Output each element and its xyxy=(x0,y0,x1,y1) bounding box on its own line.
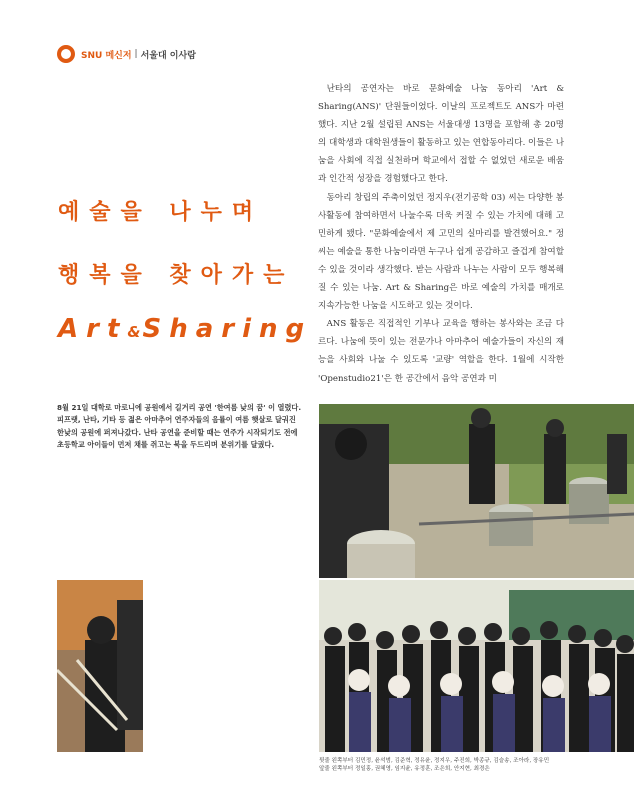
article-paragraph: 동아리 창립의 주축이었던 정지우(전기공학 03) 씨는 다양한 봉사활동에 참여하면서 나눌수록 더욱 커질 수 있는 가치에 대해 고민하게 됐다. "문화예술에서 제 고민의 실마리를 발견했어요." 정씨는 예술을 통한 나눔이라면 누구나 쉽게 공감하고 즐겁게 참여할 수 있을 것이라 생각했다. 받는 사람과 나누는 사람이 모두 행복해질 수 있는 나눔. Art & Sharing은 바로 예술의 가치를 매개로 지속가능한 나눔을 시도하고 있는 것이다. xyxy=(318,192,564,312)
photo-description xyxy=(57,402,307,451)
group-photo xyxy=(319,580,634,752)
drummer-illustration xyxy=(57,580,143,752)
headline-line-3 xyxy=(58,314,312,344)
headline-line-2: 행복을 찾아가는 xyxy=(58,263,295,288)
series-label: SNU 메신저 xyxy=(81,50,132,61)
description-line: 초등학교 아이들이 먼저 채를 쥐고는 북을 두드리며 분위기를 달궜다. xyxy=(57,439,275,449)
headline-sharing: Sharing xyxy=(142,314,313,344)
performance-illustration xyxy=(319,404,634,578)
article-body xyxy=(318,80,564,388)
caption-line: 뒷줄 왼쪽부터 김민정, 윤석범, 김준혁, 정유윤, 정지우, 주진희, 박종규, 김슬송, 조아라, 장유민 xyxy=(319,758,550,764)
headline-art: Art xyxy=(58,314,128,344)
group-illustration xyxy=(319,580,634,752)
headline-ampersand: & xyxy=(127,323,143,341)
section-label: 서울대 이사람 xyxy=(140,50,196,61)
group-photo-caption xyxy=(319,757,619,773)
drummer-photo xyxy=(57,580,143,752)
description-line: 한낮의 공원에 퍼져나갔다. 난타 공연을 준비할 때는 연주가 시작되기도 전에 xyxy=(57,427,298,437)
article-paragraph: ANS 활동은 직접적인 기부나 교육을 행하는 봉사와는 조금 다르다. 나눔에 뜻이 있는 전문가나 아마추어 예술가들이 자신의 재능을 사회와 나눌 수 있도록 '교량' 역할을 한다. 1월에 시작한 'Openstudio21'은 한 공간에서 음악 공연과 미 xyxy=(318,319,564,384)
description-line: 피프랫, 난타, 기타 등 젊은 아마추어 연주자들의 음률이 여름 햇살로 달궈진 xyxy=(57,415,296,425)
circle-logo-icon xyxy=(57,45,75,63)
caption-line: 앞줄 왼쪽부터 정일홍, 권혜영, 임지윤, 유정훈, 조은희, 안지현, 최경은 xyxy=(319,766,490,772)
header-separator: | xyxy=(134,49,138,59)
headline-line-1: 예술을 나누며 xyxy=(58,200,264,225)
performance-photo xyxy=(319,404,634,578)
description-line: 8월 21일 대학로 마로니에 공원에서 길거리 공연 '한여름 낮의 꿈' 이 열렸다. xyxy=(57,403,302,412)
article-paragraph: 난타의 공연자는 바로 문화예술 나눔 동아리 'Art & Sharing(ANS)' 단원들이었다. 이날의 프로젝트도 ANS가 마련했다. 지난 2월 설립된 ANS는 서울대생 13명을 포함해 총 20명의 대학생과 대학원생들이 활동하고 있는 연합동아리다. 이들은 나눔을 사회에 직접 실천하며 학교에서 접할 수 없었던 새로운 배움과 인간적 성장을 경험했다고 한다. xyxy=(318,84,564,185)
page-header xyxy=(57,44,196,64)
